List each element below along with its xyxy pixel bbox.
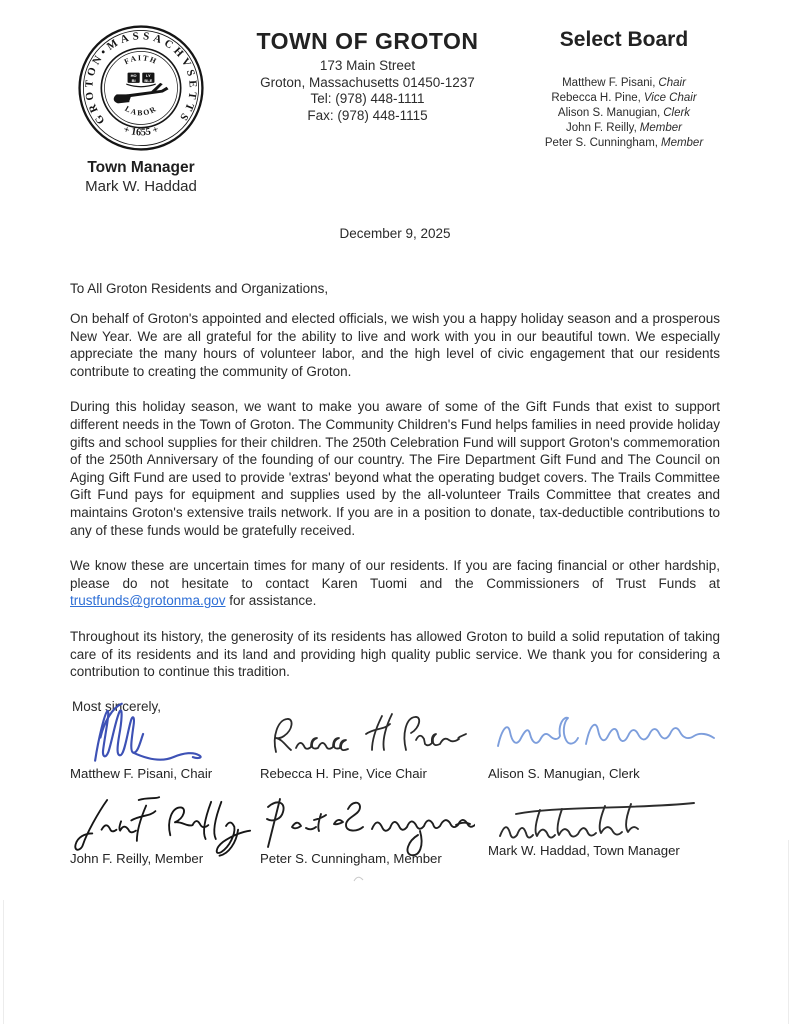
signature-ink: [95, 703, 201, 760]
signature-ink: [75, 797, 250, 856]
signature-label: John F. Reilly, Member: [70, 850, 204, 866]
paragraph-hardship-contact: We know these are uncertain times for many of our residents. If you are facing financial or other hardship, please do not hesitate to contact Karen Tuomi and the Commissioners of Trust Funds at trustfunds@grotonma.gov for assistance.: [70, 558, 720, 609]
select-board-heading: Select Board: [559, 28, 689, 51]
town-manager-name: Mark W. Haddad: [85, 178, 197, 195]
svg-text:HO: HO: [130, 73, 137, 79]
signature-pine: [260, 702, 488, 781]
paragraph-gift-funds: During this holiday season, we want to make you aware of some of the Gift Funds that exist to support different needs in the Town of Groton. The Community Children's Fund helps families in need provide holiday gifts and school supplies for their children. The 250th Celebration Fund will support Groton's commemoration of the 250th Anniversary of the founding of our country. The Fire Department Gift Fund and The Council on Aging Gift Fund are used to provide 'extras' beyond what the operating budget covers. The Trails Committee Gift Fund pays for equipment and supplies used by the all-volunteer Trails Committee that creates and maintains Groton's extensive trails network. If you are in a position to donate, tax-deductible contributions to any of these funds would be gratefully received.: [70, 399, 720, 538]
signature-manugian: [488, 702, 720, 781]
closing: Most sincerely,: [72, 698, 162, 714]
seal-faith-text: FAITH: [122, 53, 160, 67]
signature-ink: [267, 799, 475, 855]
select-board-block: [505, 20, 743, 196]
seal-year-text: + 1655 +: [121, 124, 161, 139]
phone-line: Tel: (978) 448-1111: [310, 91, 425, 106]
board-member: Alison S. Manugian, Clerk: [557, 107, 691, 119]
org-address-block: [230, 20, 505, 196]
scan-edge: [3, 900, 4, 1024]
board-member: Rebecca H. Pine, Vice Chair: [551, 92, 697, 104]
board-member: Matthew F. Pisani, Chair: [562, 77, 686, 89]
address-line: Groton, Massachusetts 01450-1237: [260, 74, 475, 90]
signature-pisani: [70, 702, 260, 781]
scan-artifact: [352, 873, 366, 883]
address-line: 173 Main Street: [319, 58, 416, 73]
paragraph-holiday-greeting: On behalf of Groton's appointed and elected officials, we wish you a happy holiday season and a prosperous New Year. We are all grateful for the ability to live and work with you in our beautiful town. We especially appreciate the many hours of volunteer labor, and the high level of civic engagement that our residents contribute to creating the community of Groton.: [70, 311, 720, 379]
board-member: Peter S. Cunningham, Member: [544, 137, 704, 149]
board-member: John F. Reilly, Member: [566, 122, 682, 134]
town-manager-block: [52, 20, 230, 196]
org-name: TOWN OF GROTON: [256, 28, 479, 54]
svg-text:LABOR: [123, 104, 158, 117]
signature-ink: [500, 803, 694, 838]
letterhead: [0, 0, 791, 196]
signature-label: Rebecca H. Pine, Vice Chair: [260, 765, 427, 781]
svg-text:+ 1655 +: [122, 124, 161, 138]
signature-label: Alison S. Manugian, Clerk: [488, 765, 640, 781]
email-link[interactable]: trustfunds@grotonma.gov: [70, 593, 226, 609]
paragraph-tradition: Throughout its history, the generosity of its residents has allowed Groton to build a solid reputation of taking care of its residents and its land and providing high quality public service. We thank you for considering a contribution to continue this tradition.: [70, 628, 720, 680]
letter-date: December 9, 2025: [339, 226, 451, 241]
letter-body: [0, 226, 791, 866]
seal-ring-text: GROTON•MASSACHVSETTS: [83, 30, 199, 127]
seal-bible-icon: [126, 73, 155, 88]
office-title: Town Manager: [87, 159, 195, 176]
scan-edge: [788, 840, 789, 1024]
signature-label: Peter S. Cunningham, Member: [260, 850, 442, 866]
signature-block: [70, 702, 720, 866]
signature-cunningham: [260, 791, 488, 866]
signature-ink: [275, 714, 466, 752]
seal-plow-icon: [114, 83, 169, 103]
salutation: To All Groton Residents and Organizations,: [70, 281, 329, 296]
signature-ink: [498, 717, 714, 745]
town-seal-icon: [77, 24, 205, 152]
svg-text:BI: BI: [131, 77, 136, 83]
signature-label: Mark W. Haddad, Town Manager: [488, 842, 680, 858]
fax-line: Fax: (978) 448-1115: [307, 107, 428, 123]
svg-text:BLE: BLE: [144, 77, 153, 83]
signature-haddad: [488, 791, 720, 866]
seal-labor-text: LABOR: [123, 103, 159, 118]
signature-reilly: [70, 791, 260, 866]
svg-text:FAITH: [123, 53, 159, 66]
svg-text:LY: LY: [146, 73, 151, 79]
select-board-list: [505, 76, 743, 151]
signature-label: Matthew F. Pisani, Chair: [70, 765, 213, 781]
